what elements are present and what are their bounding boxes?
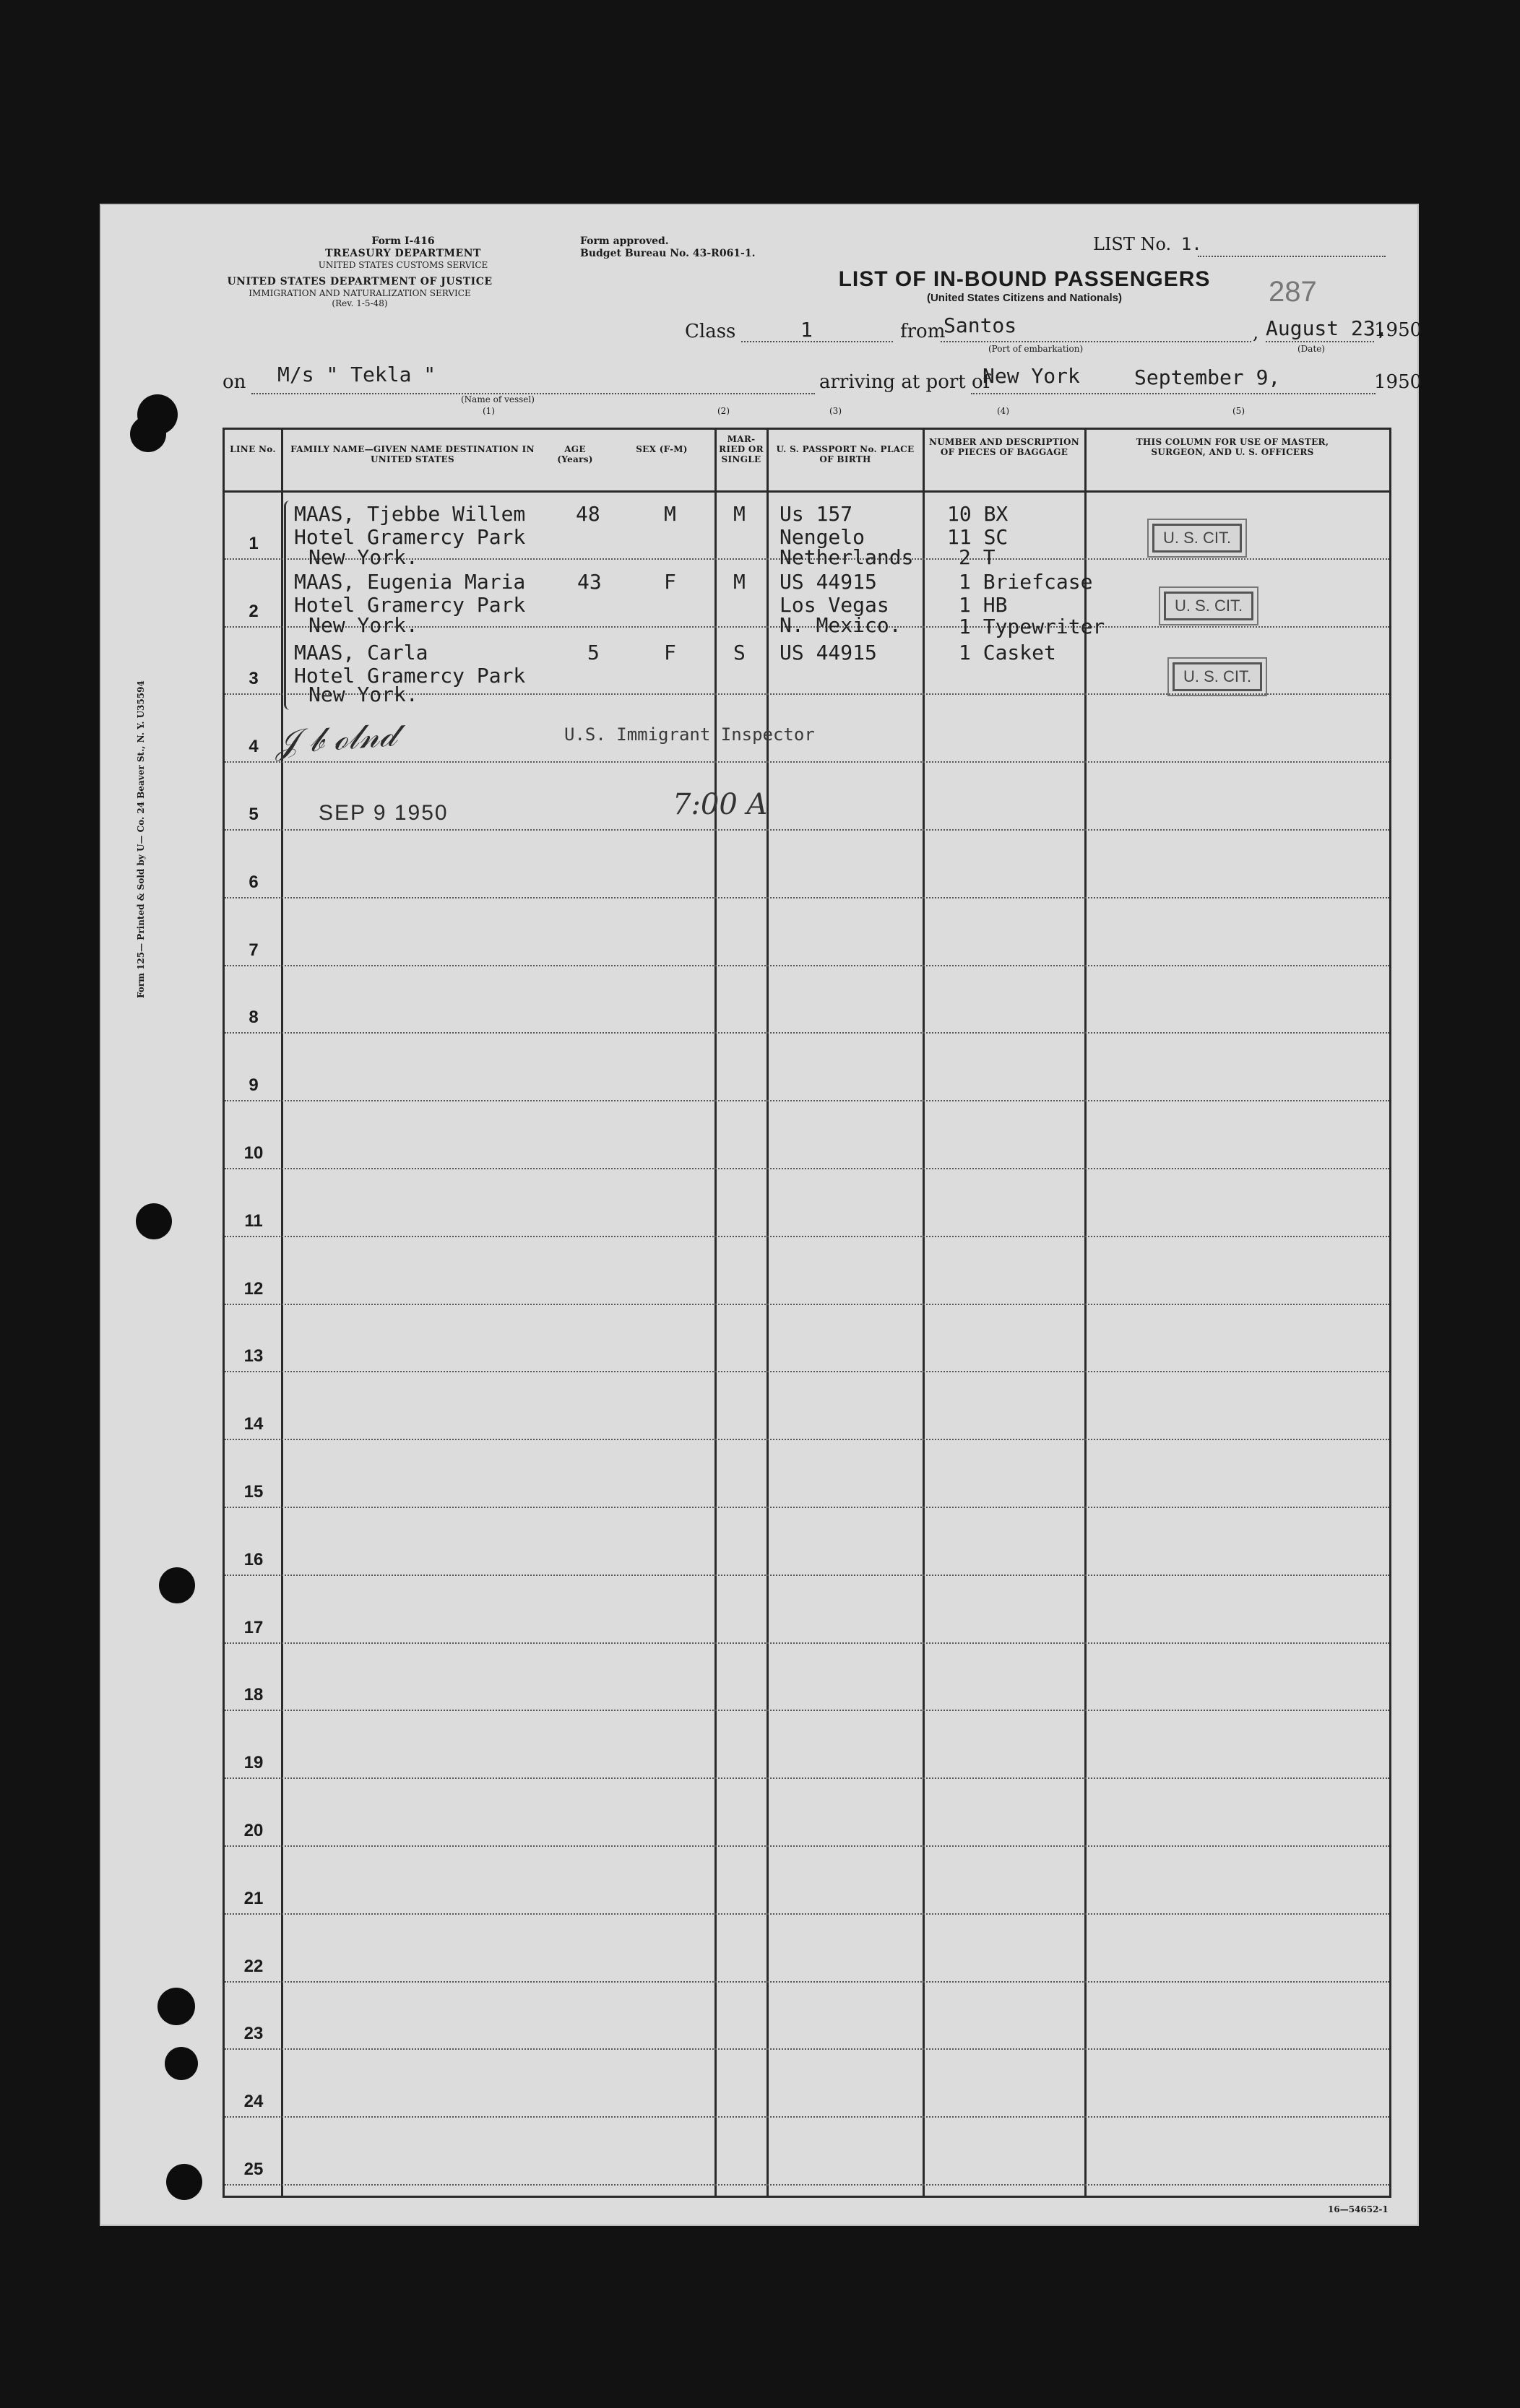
row-divider	[225, 1710, 1389, 1711]
row-divider	[225, 965, 1389, 966]
passenger-1-city: New York.	[308, 545, 418, 569]
passenger-3-baggage-1: 1 Casket	[959, 641, 1056, 664]
passenger-1-passport: Us 157	[780, 502, 853, 526]
embarkation-caption: (Port of embarkation)	[988, 344, 1084, 354]
family-bracket	[284, 501, 292, 710]
line-number: 10	[243, 1143, 264, 1163]
row-divider	[225, 829, 1389, 831]
col-header-name: FAMILY NAME—GIVEN NAME DESTINATION IN UNITED STATES	[290, 444, 535, 464]
passenger-2-marital: M	[733, 570, 746, 594]
passenger-1-baggage-1: 10 BX	[947, 502, 1009, 526]
title-block	[822, 267, 1227, 304]
passenger-3-passport: US 44915	[780, 641, 877, 664]
departure-date-caption: (Date)	[1297, 344, 1326, 354]
row-divider	[225, 1032, 1389, 1034]
col-header-sex: SEX (F-M)	[636, 444, 688, 454]
passenger-2-city: New York.	[308, 613, 418, 637]
passenger-2-age: 43	[577, 570, 602, 594]
line-number: 8	[249, 1008, 259, 1028]
inspection-date-stamp: SEP 9 1950	[319, 801, 449, 825]
line-number: 7	[249, 940, 259, 960]
line-number: 12	[243, 1278, 264, 1299]
row-divider	[225, 1845, 1389, 1847]
line-number: 11	[244, 1211, 263, 1231]
passenger-2-sex: F	[664, 570, 676, 594]
line-number: 15	[243, 1482, 264, 1502]
arrival-year: 1950	[1374, 371, 1422, 393]
page-title: LIST OF IN-BOUND PASSENGERS	[838, 267, 1211, 291]
form-revision: (Rev. 1-5-48)	[332, 298, 388, 308]
row-divider	[225, 1304, 1389, 1305]
passenger-1-baggage-2: 11 SC	[947, 525, 1009, 549]
col-header-baggage: NUMBER AND DESCRIPTION OF PIECES OF BAGGAGE	[929, 437, 1079, 457]
form-footer-code: 16—54652-1	[1328, 2204, 1389, 2214]
line-number: 14	[243, 1414, 264, 1434]
col-caption-4: (4)	[997, 406, 1009, 416]
budget-bureau: Budget Bureau No. 43-R061-1.	[580, 248, 756, 259]
line-number: 1	[249, 533, 259, 553]
passenger-2-birth-state: N. Mexico.	[780, 613, 902, 637]
passenger-3-name: MAAS, Carla	[294, 641, 428, 664]
col-header-passport: U. S. PASSPORT No. PLACE OF BIRTH	[776, 444, 915, 464]
row-divider	[225, 1507, 1389, 1508]
form-sheet: Form I-416 TREASURY DEPARTMENT UNITED STATES CUSTOMS SERVICE UNITED STATES DEPARTMENT OF JUSTICE IMMIGRATION AND NATURALIZATION SERVICE (Rev. 1-5-48) Form approved. Budget Bureau No. 43-R061-1. LIST No. 1. LIST OF IN-BOUND PASSENGERS (United States Citizens and Nationals) 287 Class 1 from Santos (Port of embarkation) , August 23, 1950 (Date) on M/s " Tekla " (Name of vessel) arriving at port of New York September 9, 1950 (2) (3) (4) (5) (1) LINE No. FAMILY NAME—GIVEN NAME DESTINATION IN UNITED STATES AGE (Years) SEX (F-M) MAR- RIED OR SINGLE U. S. PASSPORT No. PLACE OF BIRTH NUMBER AND DESCRIPTION OF PIECES OF BAGGAGE THIS COLUMN FOR USE OF MASTER, SURGEON, AND U. S. OFFICERS 1 2 3 4 5 6 7 8 9 10 11 12 13 14 15 16 17 18 19 20 21 22 23 24 25 MAAS, Tjebbe Willem Hotel Gramercy Park New York. 48 M M Us 157 Nengelo Netherlands 10 BX 11 SC 2 T U. S. CIT. MAAS, Eugenia Maria Hotel Gramercy Park New York. 43 F M US 44915 Los Vegas N. Mexico. 1 Briefcase 1 HB 1 Typewriter U. S. CIT. MAAS, Carla Hotel Gramercy Park New York. 5 F S US 44915 1 Casket U. S. CIT. 𝒥 𝒷 ℴ𝓁𝓃𝒹 U.S. Immigrant Inspector SEP 9 1950 7:00 A Form 125— Printed & Sold by U— Co. 24 Beaver St., N. Y. U35594 16—54652-1	[100, 204, 1419, 2226]
passenger-1-sex: M	[664, 502, 676, 526]
row-divider	[225, 2184, 1389, 2186]
punch-hole	[130, 416, 166, 452]
row-divider	[225, 1371, 1389, 1372]
passenger-2-baggage-1: 1 Briefcase	[959, 570, 1093, 594]
passenger-2-destination: Hotel Gramercy Park	[294, 593, 526, 617]
passenger-table	[223, 428, 1391, 2198]
on-label: on	[223, 371, 246, 393]
line-number: 16	[243, 1549, 264, 1569]
passenger-3-destination: Hotel Gramercy Park	[294, 664, 526, 688]
passenger-1-birthplace: Nengelo	[780, 525, 865, 549]
row-divider	[225, 761, 1389, 763]
col-caption-5: (5)	[1232, 406, 1245, 416]
punch-hole	[165, 2047, 198, 2080]
col-caption-3: (3)	[829, 406, 842, 416]
row-divider	[225, 1236, 1389, 1237]
punch-hole	[166, 2164, 202, 2200]
vessel-name: M/s " Tekla "	[277, 363, 436, 386]
col-header-line: LINE No.	[230, 444, 276, 454]
embarkation-port: Santos	[943, 313, 1017, 337]
passenger-2-baggage-3: 1 Typewriter	[959, 615, 1105, 638]
row-divider	[225, 2116, 1389, 2118]
passenger-3-sex: F	[664, 641, 676, 664]
passenger-3-citizen-stamp: U. S. CIT.	[1173, 662, 1262, 691]
line-number: 3	[249, 669, 259, 689]
justice-block	[208, 276, 511, 308]
passenger-3-age: 5	[587, 641, 600, 664]
col-caption-1: (1)	[483, 406, 495, 416]
justice-dept: UNITED STATES DEPARTMENT OF JUSTICE	[227, 276, 493, 287]
col-header-officers: THIS COLUMN FOR USE OF MASTER, SURGEON, AND U. S. OFFICERS	[1136, 437, 1329, 457]
line-number: 19	[243, 1753, 264, 1773]
handwritten-time: 7:00 A	[673, 788, 768, 821]
arrival-port: New York	[983, 364, 1080, 388]
from-label: from	[900, 321, 946, 342]
row-divider	[225, 1913, 1389, 1915]
passenger-1-birth-country: Netherlands	[780, 545, 914, 569]
punch-hole	[159, 1567, 195, 1603]
line-number: 2	[249, 601, 259, 621]
approval-block	[580, 235, 811, 260]
row-divider	[225, 1439, 1389, 1440]
form-approved: Form approved.	[580, 235, 669, 247]
punch-hole	[157, 1988, 195, 2025]
inspector-signature: 𝒥 𝒷 ℴ𝓁𝓃𝒹	[274, 714, 397, 762]
row-divider	[225, 1642, 1389, 1644]
treasury-dept: TREASURY DEPARTMENT	[325, 248, 481, 259]
line-number: 9	[249, 1075, 259, 1096]
passenger-1-marital: M	[733, 502, 746, 526]
vessel-caption: (Name of vessel)	[461, 394, 535, 404]
passenger-1-baggage-3: 2 T	[959, 545, 996, 569]
passenger-3-marital: S	[733, 641, 746, 664]
line-number: 24	[243, 2092, 264, 2112]
row-divider	[225, 2048, 1389, 2050]
class-value: 1	[800, 318, 813, 342]
line-number: 5	[249, 805, 259, 824]
arriving-label: arriving at port of	[819, 371, 990, 393]
punch-hole	[136, 1203, 172, 1239]
line-number: 25	[243, 2160, 264, 2179]
passenger-1-citizen-stamp: U. S. CIT.	[1152, 524, 1242, 553]
line-number: 23	[243, 2024, 264, 2044]
row-divider	[225, 1575, 1389, 1576]
col-caption-2: (2)	[717, 406, 730, 416]
passenger-1-destination: Hotel Gramercy Park	[294, 525, 526, 549]
customs-service: UNITED STATES CUSTOMS SERVICE	[318, 260, 488, 270]
list-number	[1093, 234, 1202, 254]
line-number: 13	[243, 1346, 264, 1367]
passenger-2-name: MAAS, Eugenia Maria	[294, 570, 526, 594]
arrival-date: September 9,	[1134, 365, 1281, 389]
passenger-3-city: New York.	[308, 683, 418, 706]
form-number-text: Form I-416	[371, 235, 435, 247]
line-number: 6	[249, 872, 259, 892]
row-divider	[225, 1981, 1389, 1983]
line-number: 21	[243, 1888, 264, 1908]
row-divider	[225, 1777, 1389, 1779]
line-number: 4	[249, 737, 259, 757]
line-number: 20	[243, 1821, 264, 1840]
passenger-2-birthplace: Los Vegas	[780, 593, 889, 617]
line-number: 22	[243, 1956, 264, 1976]
row-divider	[225, 897, 1389, 898]
page-subtitle: (United States Citizens and Nationals)	[926, 292, 1123, 304]
list-number-value: 1.	[1180, 234, 1202, 254]
passenger-2-passport: US 44915	[780, 570, 877, 594]
row-divider	[225, 1100, 1389, 1101]
ins-service: IMMIGRATION AND NATURALIZATION SERVICE	[249, 288, 471, 298]
line-number: 17	[243, 1617, 264, 1637]
inspector-title: U.S. Immigrant Inspector	[564, 724, 815, 745]
departure-year: 1950	[1374, 319, 1422, 341]
printer-imprint: Form 125— Printed & Sold by U— Co. 24 Beaver St., N. Y. U35594	[136, 680, 146, 998]
form-number	[266, 235, 540, 270]
passenger-1-name: MAAS, Tjebbe Willem	[294, 502, 526, 526]
page-number-stamp: 287	[1269, 276, 1317, 308]
row-divider	[225, 1168, 1389, 1169]
class-label: Class	[685, 321, 736, 342]
list-number-label: LIST No.	[1093, 234, 1172, 254]
passenger-2-citizen-stamp: U. S. CIT.	[1164, 592, 1253, 620]
list-number-line	[1198, 256, 1386, 257]
departure-date: August 23,	[1266, 316, 1388, 340]
col-header-age: AGE (Years)	[557, 444, 593, 464]
line-number: 18	[243, 1685, 264, 1705]
passenger-2-baggage-2: 1 HB	[959, 593, 1008, 617]
passenger-1-age: 48	[576, 502, 600, 526]
col-header-married: MAR- RIED OR SINGLE	[719, 434, 764, 464]
